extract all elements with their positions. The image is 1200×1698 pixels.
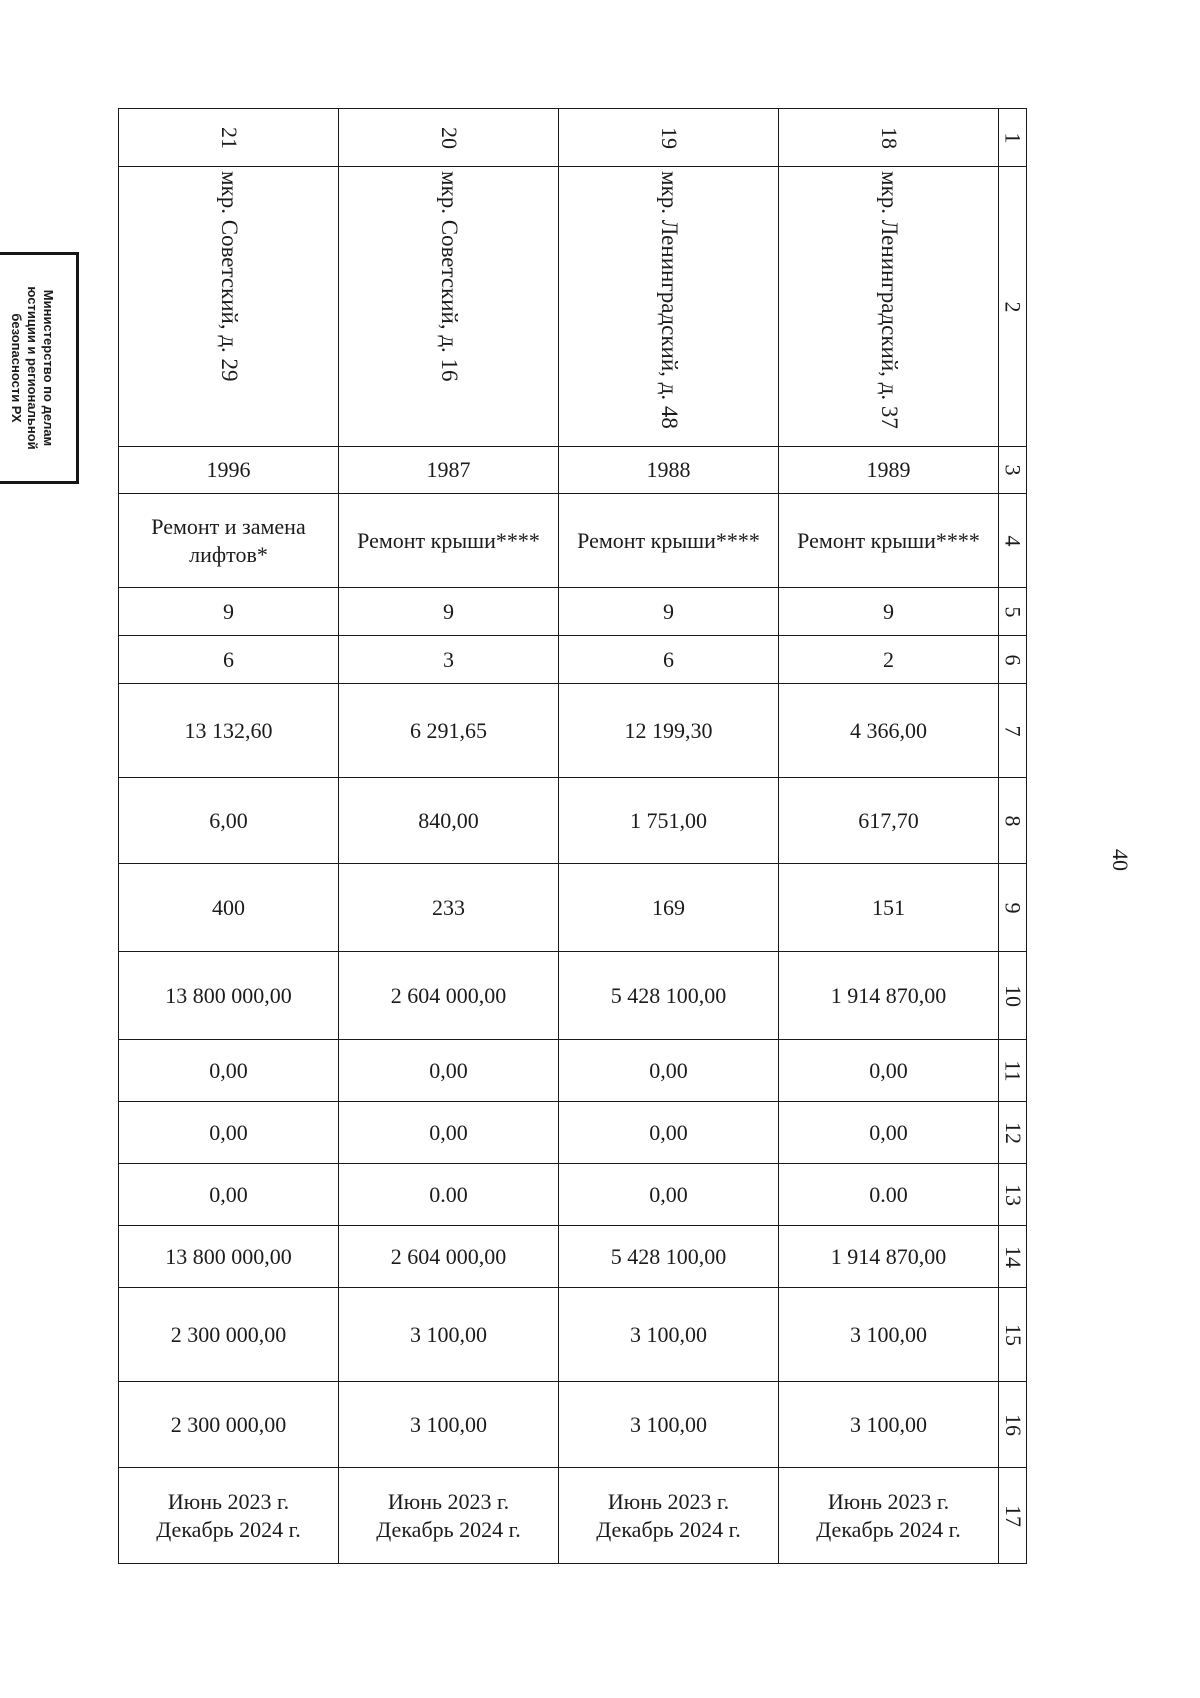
registration-stamp (0, 252, 79, 484)
column-index: 4 (999, 494, 1027, 588)
table-cell: 5 428 100,00 (559, 1226, 779, 1288)
column-index: 13 (999, 1164, 1027, 1226)
table-cell: 1 751,00 (559, 778, 779, 864)
table-cell: 3 100,00 (339, 1382, 559, 1468)
table-cell: 3 100,00 (779, 1288, 999, 1382)
table-cell: 6,00 (119, 778, 339, 864)
table-cell: 9 (119, 588, 339, 636)
column-index: 5 (999, 588, 1027, 636)
table-cell: 3 100,00 (559, 1382, 779, 1468)
column-index: 12 (999, 1102, 1027, 1164)
table-cell-year: 1988 (559, 447, 779, 494)
table-cell: 1 914 870,00 (779, 952, 999, 1040)
period-start: Июнь 2023 г. (387, 1488, 510, 1514)
period-start: Июнь 2023 г. (827, 1488, 950, 1514)
table-cell: 2 300 000,00 (119, 1382, 339, 1468)
table-cell-work-type: Ремонт и замена лифтов* (119, 494, 339, 588)
period-start: Июнь 2023 г. (167, 1488, 290, 1514)
table-cell: 400 (119, 864, 339, 952)
table-row-col2 (119, 167, 1027, 447)
table-cell: 9 (559, 588, 779, 636)
period-end: Декабрь 2024 г. (376, 1516, 521, 1542)
table-cell: 6 (559, 636, 779, 684)
table-cell: 6 (119, 636, 339, 684)
table-cell-year: 1987 (339, 447, 559, 494)
table-row-col5 (119, 588, 1027, 636)
table-cell: 3 100,00 (779, 1382, 999, 1468)
table-cell: 617,70 (779, 778, 999, 864)
table-row-col6 (119, 636, 1027, 684)
column-index: 7 (999, 684, 1027, 778)
stamp-line-2: юстиции и региональной (25, 286, 40, 450)
table-cell: 9 (779, 588, 999, 636)
table-cell: 0,00 (119, 1102, 339, 1164)
table-cell: 2 (779, 636, 999, 684)
table-cell: 0.00 (339, 1164, 559, 1226)
table-cell: 3 100,00 (559, 1288, 779, 1382)
table-cell: 0,00 (559, 1102, 779, 1164)
column-index: 6 (999, 636, 1027, 684)
column-index: 14 (999, 1226, 1027, 1288)
table-cell-address: мкр. Ленинградский, д. 48 (559, 167, 779, 447)
table-row-col17 (119, 1468, 1027, 1564)
table-cell: 0.00 (779, 1164, 999, 1226)
table-cell-work-type: Ремонт крыши**** (779, 494, 999, 588)
table-cell-address: мкр. Ленинградский, д. 37 (779, 167, 999, 447)
table-row-col15 (119, 1288, 1027, 1382)
table-row-col4 (119, 494, 1027, 588)
column-index: 15 (999, 1288, 1027, 1382)
table-cell-period (779, 1468, 999, 1564)
table-row-col8 (119, 778, 1027, 864)
table-cell: 0,00 (119, 1164, 339, 1226)
table-cell-year: 1989 (779, 447, 999, 494)
table-cell-period (559, 1468, 779, 1564)
table-cell-number: 19 (559, 109, 779, 167)
table-cell: 151 (779, 864, 999, 952)
table-cell: 13 800 000,00 (119, 1226, 339, 1288)
table-cell: 3 100,00 (339, 1288, 559, 1382)
table-cell: 840,00 (339, 778, 559, 864)
stamp-line-1: Министерство по делам (41, 289, 56, 447)
table-cell: 0,00 (559, 1164, 779, 1226)
table-row-col7 (119, 684, 1027, 778)
column-index: 9 (999, 864, 1027, 952)
table-cell: 0,00 (779, 1102, 999, 1164)
table-cell: 12 199,30 (559, 684, 779, 778)
table-cell-number: 21 (119, 109, 339, 167)
period-end: Декабрь 2024 г. (156, 1516, 301, 1542)
table-cell: 1 914 870,00 (779, 1226, 999, 1288)
table-cell: 0,00 (339, 1040, 559, 1102)
column-index: 16 (999, 1382, 1027, 1468)
period-end: Декабрь 2024 г. (596, 1516, 741, 1542)
column-index: 11 (999, 1040, 1027, 1102)
table-cell: 0,00 (119, 1040, 339, 1102)
page-number: 40 (1108, 849, 1133, 871)
period-start: Июнь 2023 г. (607, 1488, 730, 1514)
table-cell-number: 20 (339, 109, 559, 167)
table-cell: 2 604 000,00 (339, 952, 559, 1040)
table-cell: 5 428 100,00 (559, 952, 779, 1040)
column-index: 17 (999, 1468, 1027, 1564)
table-cell: 2 604 000,00 (339, 1226, 559, 1288)
table-row-col16 (119, 1382, 1027, 1468)
table-cell-address: мкр. Советский, д. 16 (339, 167, 559, 447)
table-row-col13 (119, 1164, 1027, 1226)
column-index: 1 (999, 109, 1027, 167)
period-end: Декабрь 2024 г. (816, 1516, 961, 1542)
table-cell: 0,00 (779, 1040, 999, 1102)
column-index: 3 (999, 447, 1027, 494)
table-row-col1 (119, 109, 1027, 167)
table-row-col9 (119, 864, 1027, 952)
stamp-line-3: безопасности РХ (9, 313, 24, 423)
table-row-col12 (119, 1102, 1027, 1164)
table-cell-year: 1996 (119, 447, 339, 494)
table-cell: 13 132,60 (119, 684, 339, 778)
table-cell: 4 366,00 (779, 684, 999, 778)
table-cell: 2 300 000,00 (119, 1288, 339, 1382)
table-cell-address: мкр. Советский, д. 29 (119, 167, 339, 447)
table-row-col3 (119, 447, 1027, 494)
column-index: 10 (999, 952, 1027, 1040)
table-cell-work-type: Ремонт крыши**** (339, 494, 559, 588)
column-index: 8 (999, 778, 1027, 864)
document-table (118, 108, 1027, 1564)
table-row-col11 (119, 1040, 1027, 1102)
table-cell-period (339, 1468, 559, 1564)
table-cell-number: 18 (779, 109, 999, 167)
table-cell: 169 (559, 864, 779, 952)
table-row-col14 (119, 1226, 1027, 1288)
table-cell: 6 291,65 (339, 684, 559, 778)
table-cell: 9 (339, 588, 559, 636)
table-cell-work-type: Ремонт крыши**** (559, 494, 779, 588)
table-cell: 233 (339, 864, 559, 952)
table-cell: 13 800 000,00 (119, 952, 339, 1040)
table-cell-period (119, 1468, 339, 1564)
table-cell: 3 (339, 636, 559, 684)
column-index: 2 (999, 167, 1027, 447)
table-cell: 0,00 (559, 1040, 779, 1102)
table-row-col10 (119, 952, 1027, 1040)
table-cell: 0,00 (339, 1102, 559, 1164)
